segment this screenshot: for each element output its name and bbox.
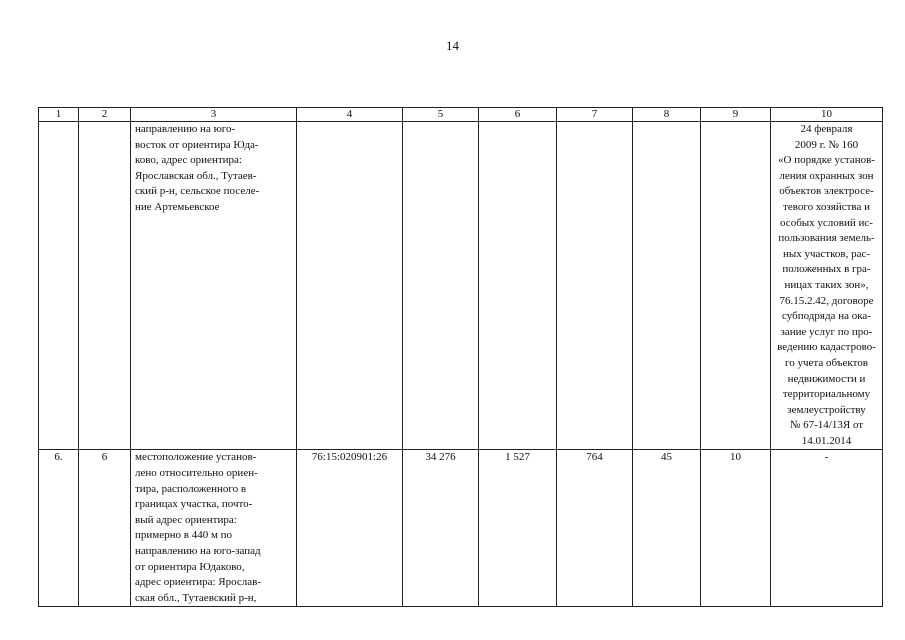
cell-text: местоположение установ- лено относительно ориен- тира, расположенного в границах участка, почто- вый адрес ориентира: примерно в 440 м по направлению на юго-запад от ориентира Юдаково, адрес ориентира: Ярослав- ская обл., Тутаевский р-н, [135,451,262,604]
table-header-row [39,108,883,122]
table-cell [633,122,701,450]
page-number: 14 [446,38,459,53]
column-header: 9 [701,108,771,122]
table-cell [771,450,883,607]
cell-text: 6. [54,451,63,464]
column-header: 3 [131,108,297,122]
column-header: 4 [297,108,403,122]
cell-text: 45 [661,451,672,464]
table-cell [479,450,557,607]
table-cell [39,122,79,450]
column-header: 6 [479,108,557,122]
cell-text: 6 [101,451,108,464]
cell-text: 76:15:020901:26 [311,451,388,464]
column-header: 1 [39,108,79,122]
table-row [39,122,883,450]
cell-text: 764 [586,451,603,464]
table-cell [633,450,701,607]
table-cell [39,450,79,607]
table-cell [79,450,131,607]
table-cell [131,122,297,450]
table-cell [701,122,771,450]
data-table [38,107,883,607]
cell-text: 1 527 [505,451,530,464]
table-cell [479,122,557,450]
column-header: 2 [79,108,131,122]
table-cell [771,122,883,450]
cell-text: 24 февраля 2009 г. № 160 «О порядке установ- ления охранных зон объектов электросе- тевого хозяйства и особых условий ис- пользования земель- ных участков, рас- положенных в гра- ницах таких зон», 76.15.2.42, договоре субподряда на ока- зание услуг по про- ведению кадастрово- го учета объектов недвижимости и территориальному землеустройству № 67-14/13Я от 14.01.2014 [777,123,876,447]
table-cell [297,122,403,450]
table-cell [557,450,633,607]
column-header: 10 [771,108,883,122]
table-cell [403,122,479,450]
cell-text: - [824,451,829,464]
column-header: 8 [633,108,701,122]
column-header: 5 [403,108,479,122]
cell-text: направлению на юго- восток от ориентира Юда- ково, адрес ориентира: Ярославская обл., Тутаев- ский р-н, сельское поселе- ние Артемьевское [135,123,260,213]
table-cell [79,122,131,450]
table-cell [297,450,403,607]
table-cell [403,450,479,607]
table-row [39,450,883,607]
cell-text: 10 [730,451,741,464]
column-header: 7 [557,108,633,122]
table-cell [557,122,633,450]
table-cell [701,450,771,607]
table-cell [131,450,297,607]
cell-text: 34 276 [425,451,456,464]
